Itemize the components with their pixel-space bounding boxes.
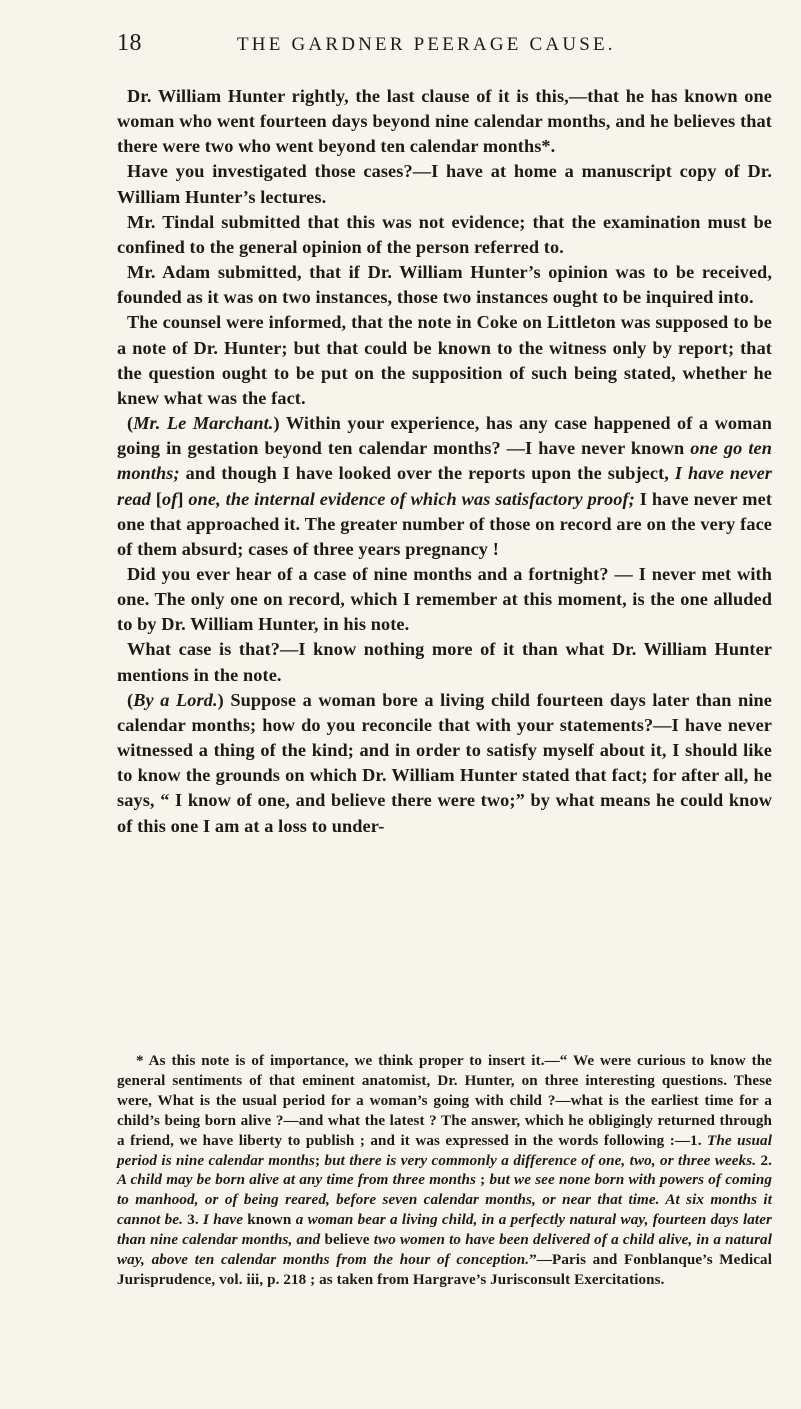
paragraph: Mr. Tindal submitted that this was not evidence; that the examination must be confined to the general opinion of the person referred to. xyxy=(117,211,772,257)
text-run: believe xyxy=(320,1232,374,1249)
paragraph: Did you ever hear of a case of nine months and a fortnight? — I never met with one. The only one on record, which I remember at this moment, is the one alluded to by Dr. William Hunter, in his note. xyxy=(117,563,772,635)
running-head: THE GARDNER PEERAGE CAUSE. xyxy=(237,34,616,55)
text-run: 3. xyxy=(182,1212,204,1229)
italic-run: one, the internal evidence of which was satisfactory proof; xyxy=(188,488,635,509)
italic-run: The usual period is nine calendar months xyxy=(117,1132,772,1169)
page-header xyxy=(117,26,767,66)
paragraph: The counsel were informed, that the note in Coke on Littleton was supposed to be a note of Dr. Hunter; but that could be known to the witness only by report; that the question ought to be put on the supposition of such being stated, whether he knew what was the fact. xyxy=(117,312,772,408)
italic-run: a woman bear a living child, in a perfectly natural way, fourteen days later than nine calendar months, and xyxy=(117,1212,772,1249)
speaker-name: Mr. Le Marchant. xyxy=(133,413,274,434)
footnote-paragraph xyxy=(117,1052,772,1291)
italic-run: A child may be born alive at any time from three months xyxy=(117,1172,476,1189)
text-run: Suppose a woman bore a living child fourteen days later than nine calendar months; how do you reconcile that with your statements?—I have never witnessed a thing of the kind; and in order to satisfy myself about it, I should like to know the grounds on which Dr. William Hunter stated that fact; for after all, he says, “ I know of one, and believe there were two;” by what means he could know of this one I am at a loss to under- xyxy=(117,689,772,836)
text-run: ; xyxy=(314,1152,325,1169)
italic-run: but we see none born with powers of coming to manhood, or of being reared, before seven calendar months, or near that time. At six months it cannot be. xyxy=(117,1172,772,1229)
paragraph: Mr. Adam submitted, that if Dr. William Hunter’s opinion was to be received, founded as it was on two instances, those two instances ought to be inquired into. xyxy=(117,262,772,308)
text-run: ”—Paris and Fonblanque’s Medical Jurisprudence, vol. iii, p. 218 ; as taken from Hargrave’s Jurisconsult Exercitations. xyxy=(117,1252,772,1288)
paragraph: What case is that?—I know nothing more of it than what Dr. William Hunter mentions in the note. xyxy=(117,639,772,685)
footnote xyxy=(117,1052,772,1291)
italic-run: I have xyxy=(203,1212,244,1229)
italic-run: but there is very commonly a difference of one, two, or three weeks. xyxy=(324,1152,757,1169)
page-number: 18 xyxy=(117,30,142,56)
text-run: I have never met one that approached it. The greater number of those on record are on the very face of them absurd; cases of three years pregnancy ! xyxy=(117,488,773,559)
text-run: * As this note is of importance, we think proper to insert it.—“ We were curious to know the general sentiments of that eminent anatomist, Dr. Hunter, on three interesting questions. These were, What is the usual period for a woman’s going with child ?—what is the earliest time for a child’s being born alive ?—and what the latest ? The answer, which he obligingly returned through a friend, we have liberty to publish ; and it was expressed in the words following :—1. xyxy=(117,1053,772,1149)
italic-run: I have never read xyxy=(117,463,772,509)
text-run: and though I have looked over the reports upon the subject, xyxy=(179,463,675,484)
paragraph: Have you investigated those cases?—I have at home a manuscript copy of Dr. William Hunter’s lectures. xyxy=(117,161,772,207)
speaker-name: By a Lord. xyxy=(133,689,218,710)
paragraph: (By a Lord.) Suppose a woman bore a living child fourteen days later than nine calendar months; how do you reconcile that with your statements?—I have never witnessed a thing of the kind; and in order to satisfy myself about it, I should like to know the grounds on which Dr. William Hunter stated that fact; for after all, he says, “ I know of one, and believe there were two;” by what means he could know of this one I am at a loss to under- xyxy=(117,689,772,836)
italic-run: one go ten months; xyxy=(117,438,772,484)
italic-run: two women to have been delivered of a child alive, in a natural way, above ten calendar months from the hour of conception. xyxy=(117,1232,772,1269)
text-run: ; xyxy=(475,1172,490,1189)
text-run: Within your experience, has any case happened of a woman going in gestation beyond ten calendar months? —I have never known xyxy=(117,413,773,459)
body-text xyxy=(117,84,772,839)
paragraph: Dr. William Hunter rightly, the last clause of it is this,—that he has known one woman who went fourteen days beyond nine calendar months, and he believes that there were two who went beyond ten calendar months*. xyxy=(117,86,772,157)
text-run: known xyxy=(243,1212,296,1229)
paragraph: (Mr. Le Marchant.) Within your experience, has any case happened of a woman going in gestation beyond ten calendar months? —I have never known one go ten months; and though I have looked over the reports upon the subject, I have never read [of] one, the internal evidence of which was satisfactory proof; I have never met one that approached it. The greater number of those on record are on the very face of them absurd; cases of three years pregnancy ! xyxy=(117,413,773,559)
editorial-insertion: of xyxy=(161,488,178,509)
text-run: 2. xyxy=(756,1152,772,1169)
